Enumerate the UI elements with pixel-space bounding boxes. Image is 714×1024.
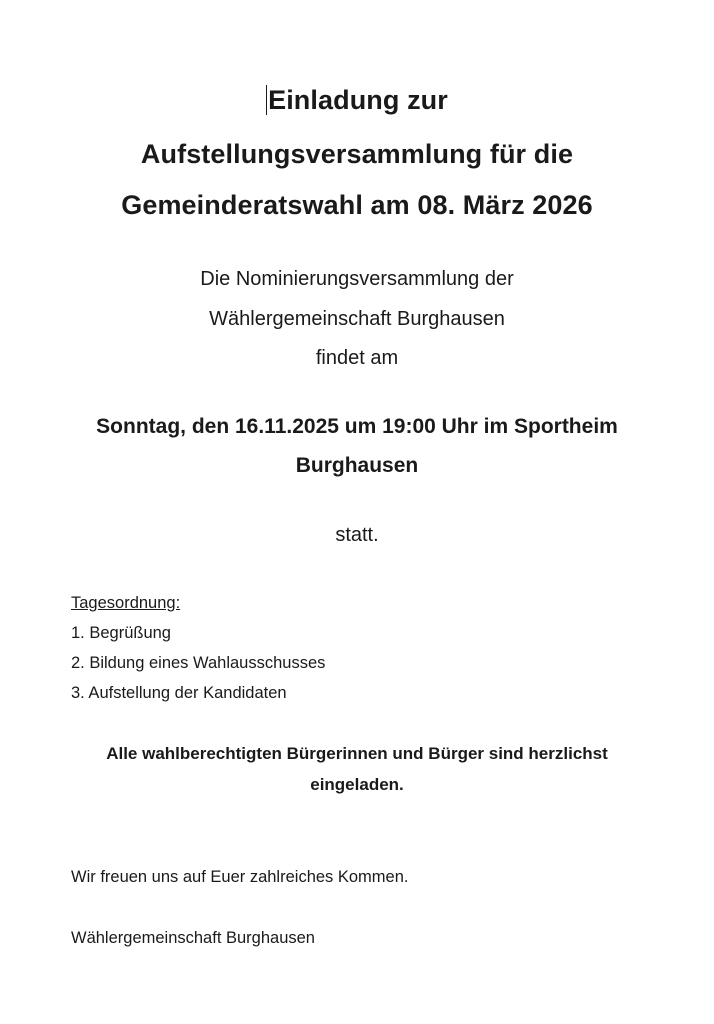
- signature-text: Wählergemeinschaft Burghausen: [71, 929, 315, 947]
- title-line-3: Gemeinderatswahl am 08. März 2026: [121, 190, 593, 220]
- agenda-item-2: 2. Bildung eines Wahlausschusses: [71, 654, 326, 672]
- invitation-line-2: eingeladen.: [310, 775, 404, 794]
- closing-text: Wir freuen uns auf Euer zahlreiches Kommen.: [71, 868, 409, 886]
- agenda-item-1: 1. Begrüßung: [71, 624, 171, 642]
- agenda-heading: Tagesordnung:: [71, 594, 181, 612]
- text-cursor: [266, 85, 267, 115]
- intro-line-3: findet am: [315, 347, 399, 369]
- date-line-1: Sonntag, den 16.11.2025 um 19:00 Uhr im Sportheim: [96, 415, 618, 438]
- invitation-line-1: Alle wahlberechtigten Bürgerinnen und Bürger sind herzlichst: [106, 744, 608, 763]
- intro-line-2: Wählergemeinschaft Burghausen: [209, 308, 505, 330]
- date-line-2: Burghausen: [295, 454, 419, 477]
- intro-line-1: Die Nominierungsversammlung der: [200, 268, 514, 290]
- title-line-2: Aufstellungsversammlung für die: [140, 139, 574, 169]
- agenda-item-3: 3. Aufstellung der Kandidaten: [71, 684, 287, 702]
- statt-text: statt.: [335, 524, 379, 546]
- title-text-1: Einladung zur: [268, 85, 448, 115]
- title-line-1: [0, 84, 714, 116]
